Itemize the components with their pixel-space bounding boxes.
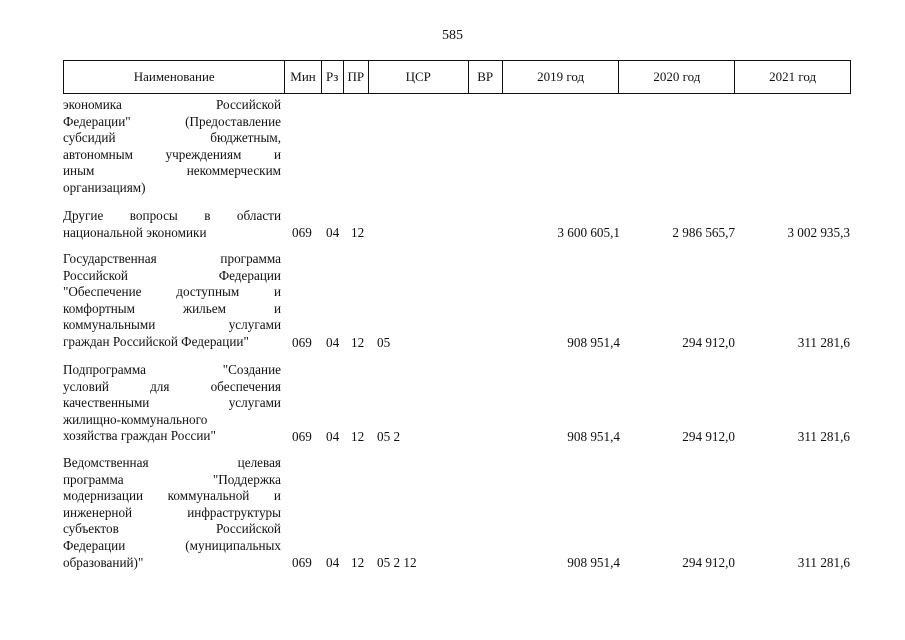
row-name (63, 362, 281, 445)
cell-y2019: 908 951,4 (567, 555, 620, 571)
cell-y2020: 2 986 565,7 (672, 225, 735, 241)
row-name-line: иным некоммерческим (63, 163, 281, 179)
row-name-line: Федерации" (Предоставление (63, 113, 281, 129)
row-name-line: качественными услугами (63, 395, 281, 411)
row-name (63, 97, 281, 197)
header-2021: 2021 год (735, 61, 851, 94)
cell-pr: 12 (351, 555, 365, 571)
row-name-line: национальной экономики (63, 224, 207, 240)
header-2020: 2020 год (619, 61, 735, 94)
header-pr: ПР (343, 61, 368, 94)
header-csr: ЦСР (368, 61, 468, 94)
cell-min: 069 (292, 334, 312, 350)
cell-rz: 04 (326, 334, 340, 350)
header-2019: 2019 год (502, 61, 619, 94)
row-name-line: комфортным жильем и (63, 300, 281, 316)
header-min: Мин (285, 61, 321, 94)
cell-y2020: 294 912,0 (682, 555, 735, 571)
row-name-line: условий для обеспечения (63, 378, 281, 394)
cell-min: 069 (292, 428, 312, 444)
row-name-line: Другие вопросы в области (63, 208, 281, 223)
row-name-line: Федерации (муниципальных (63, 537, 281, 553)
row-name-line: организациям) (63, 179, 146, 195)
row-name-line: программа "Поддержка (63, 471, 281, 487)
row-name-line: субъектов Российской (63, 521, 281, 537)
cell-rz: 04 (326, 555, 340, 571)
row-name-line: граждан Российской Федерации" (63, 333, 249, 349)
row-name-line: экономика Российской (63, 97, 281, 112)
cell-y2020: 294 912,0 (682, 428, 735, 444)
row-name-line: жилищно-коммунального (63, 411, 208, 427)
row-name-line: хозяйства граждан России" (63, 428, 216, 444)
cell-pr: 12 (351, 428, 365, 444)
row-name (63, 251, 281, 351)
cell-csr: 05 2 12 (377, 555, 417, 571)
cell-y2020: 294 912,0 (682, 334, 735, 350)
row-name-line: "Обеспечение доступным и (63, 284, 281, 300)
row-name-line: Российской Федерации (63, 267, 281, 283)
cell-rz: 04 (326, 428, 340, 444)
row-name-line: субсидий бюджетным, (63, 130, 281, 146)
cell-csr: 05 (377, 334, 391, 350)
row-name-line: коммунальными услугами (63, 317, 281, 333)
row-name-line: Государственная программа (63, 251, 281, 266)
header-vr: ВР (468, 61, 502, 94)
row-name (63, 455, 281, 571)
cell-y2019: 908 951,4 (567, 334, 620, 350)
page-number: 585 (442, 28, 463, 43)
cell-y2019: 908 951,4 (567, 428, 620, 444)
row-name-line: Подпрограмма "Создание (63, 362, 281, 377)
header-rz: Рз (321, 61, 343, 94)
cell-min: 069 (292, 225, 312, 241)
cell-y2021: 311 281,6 (797, 334, 850, 350)
cell-pr: 12 (351, 225, 365, 241)
cell-y2021: 3 002 935,3 (787, 225, 850, 241)
row-name-line: автономным учреждениям и (63, 146, 281, 162)
cell-y2019: 3 600 605,1 (557, 225, 620, 241)
cell-y2021: 311 281,6 (797, 555, 850, 571)
cell-rz: 04 (326, 225, 340, 241)
row-name-line: инженерной инфраструктуры (63, 504, 281, 520)
cell-csr: 05 2 (377, 428, 401, 444)
header-name: Наименование (64, 61, 285, 94)
cell-min: 069 (292, 555, 312, 571)
cell-y2021: 311 281,6 (797, 428, 850, 444)
cell-pr: 12 (351, 334, 365, 350)
row-name (63, 208, 281, 241)
row-name-line: Ведомственная целевая (63, 455, 281, 470)
row-name-line: модернизации коммунальной и (63, 488, 281, 504)
row-name-line: образований)" (63, 554, 144, 570)
